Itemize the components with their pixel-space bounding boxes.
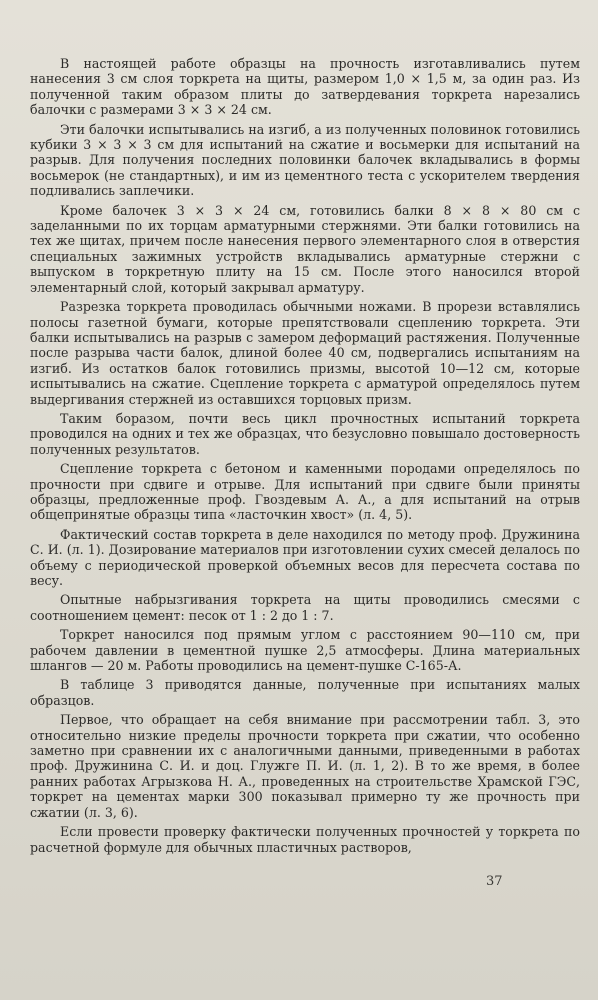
paragraph-7: Фактический состав торкрета в деле находился по методу проф. Дружинина С. И. (л. 1). Дозирование материалов при изготовлении сухих смесей делалось по объему с периодической проверкой объемных весов для пересчета состава по весу. [30,526,580,588]
paragraph-5: Таким боразом, почти весь цикл прочностных испытаний торкрета проводился на одних и тех же образцах, что безусловно повышало достоверность полученных результатов. [30,410,580,457]
paragraph-1: В настоящей работе образцы на прочность изготавливались путем нанесения 3 см слоя торкрета на щиты, размером 1,0 × 1,5 м, за один раз. Из полученной таким образом плиты до затвердевания торкрета нарезались балочки с размерами 3 × 3 × 24 см. [30,56,580,118]
paragraph-4: Разрезка торкрета проводилась обычными ножами. В прорези вставлялись полосы газетной бумаги, которые препятствовали сцеплению торкрета. Эти балки испытывались на разрыв с замером деформаций растяжения. Полученные после разрыва части балок, длиной более 40 см, подвергались испытаниям на изгиб. Из остатков балок готовились призмы, высотой 10—12 см, которые испытывались на сжатие. Сцепление торкрета с арматурой определялось путем выдергивания стержней из оставшихся торцовых призм. [30,299,580,407]
paragraph-3: Кроме балочек 3 × 3 × 24 см, готовились балки 8 × 8 × 80 см с заделанными по их торцам арматурными стержнями. Эти балки готовились на тех же щитах, причем после нанесения первого элементарного слоя в отверстия специальных зажимных устройств вкладывались арматурные стержни с выпуском в торкретную плиту на 15 см. После этого наносился второй элементарный слой, который закрывал арматуру. [30,202,580,295]
paragraph-2: Эти балочки испытывались на изгиб, а из полученных половинок готовились кубики 3 × 3 × 3 см для испытаний на сжатие и восьмерки для испытаний на разрыв. Для получения последних половинки балочек вкладывались в формы восьмерок (не стандартных), и им из цементного теста с ускорителем твердения подливались заплечики. [30,121,580,199]
paragraph-9: Торкрет наносился под прямым углом с расстоянием 90—110 см, при рабочем давлении в цементной пушке 2,5 атмосферы. Длина материальных шлангов — 20 м. Работы проводились на цемент-пушке С-165-А. [30,627,580,674]
paragraph-10: В таблице 3 приводятся данные, полученные при испытаниях малых образцов. [30,677,580,708]
paragraph-6: Сцепление торкрета с бетоном и каменными породами определялось по прочности при сдвиге и отрыве. Для испытаний при сдвиге были приняты образцы, предложенные проф. Гвоздевым А. А., а для испытаний на отрыв общепринятые образцы типа «ласточкин хвост» (л. 4, 5). [30,461,580,523]
page-number: 37 [486,874,503,889]
paragraph-8: Опытные набрызгивания торкрета на щиты проводились смесями с соотношением цемент: песок от 1 : 2 до 1 : 7. [30,592,580,623]
paragraph-11: Первое, что обращает на себя внимание при рассмотрении табл. 3, это относительно низкие пределы прочности торкрета при сжатии, что особенно заметно при сравнении их с аналогичными данными, приведенными в работах проф. Дружинина С. И. и доц. Глужге П. И. (л. 1, 2). В то же время, в более ранних работах Агрызкова Н. А., проведенных на строительстве Храмской ГЭС, торкрет на цементах марки 300 показывал примерно ту же прочность при сжатии (л. 3, 6). [30,712,580,820]
paragraph-12: Если провести проверку фактически полученных прочностей у торкрета по расчетной формуле для обычных пластичных растворов, [30,824,580,855]
body-text [30,56,580,859]
